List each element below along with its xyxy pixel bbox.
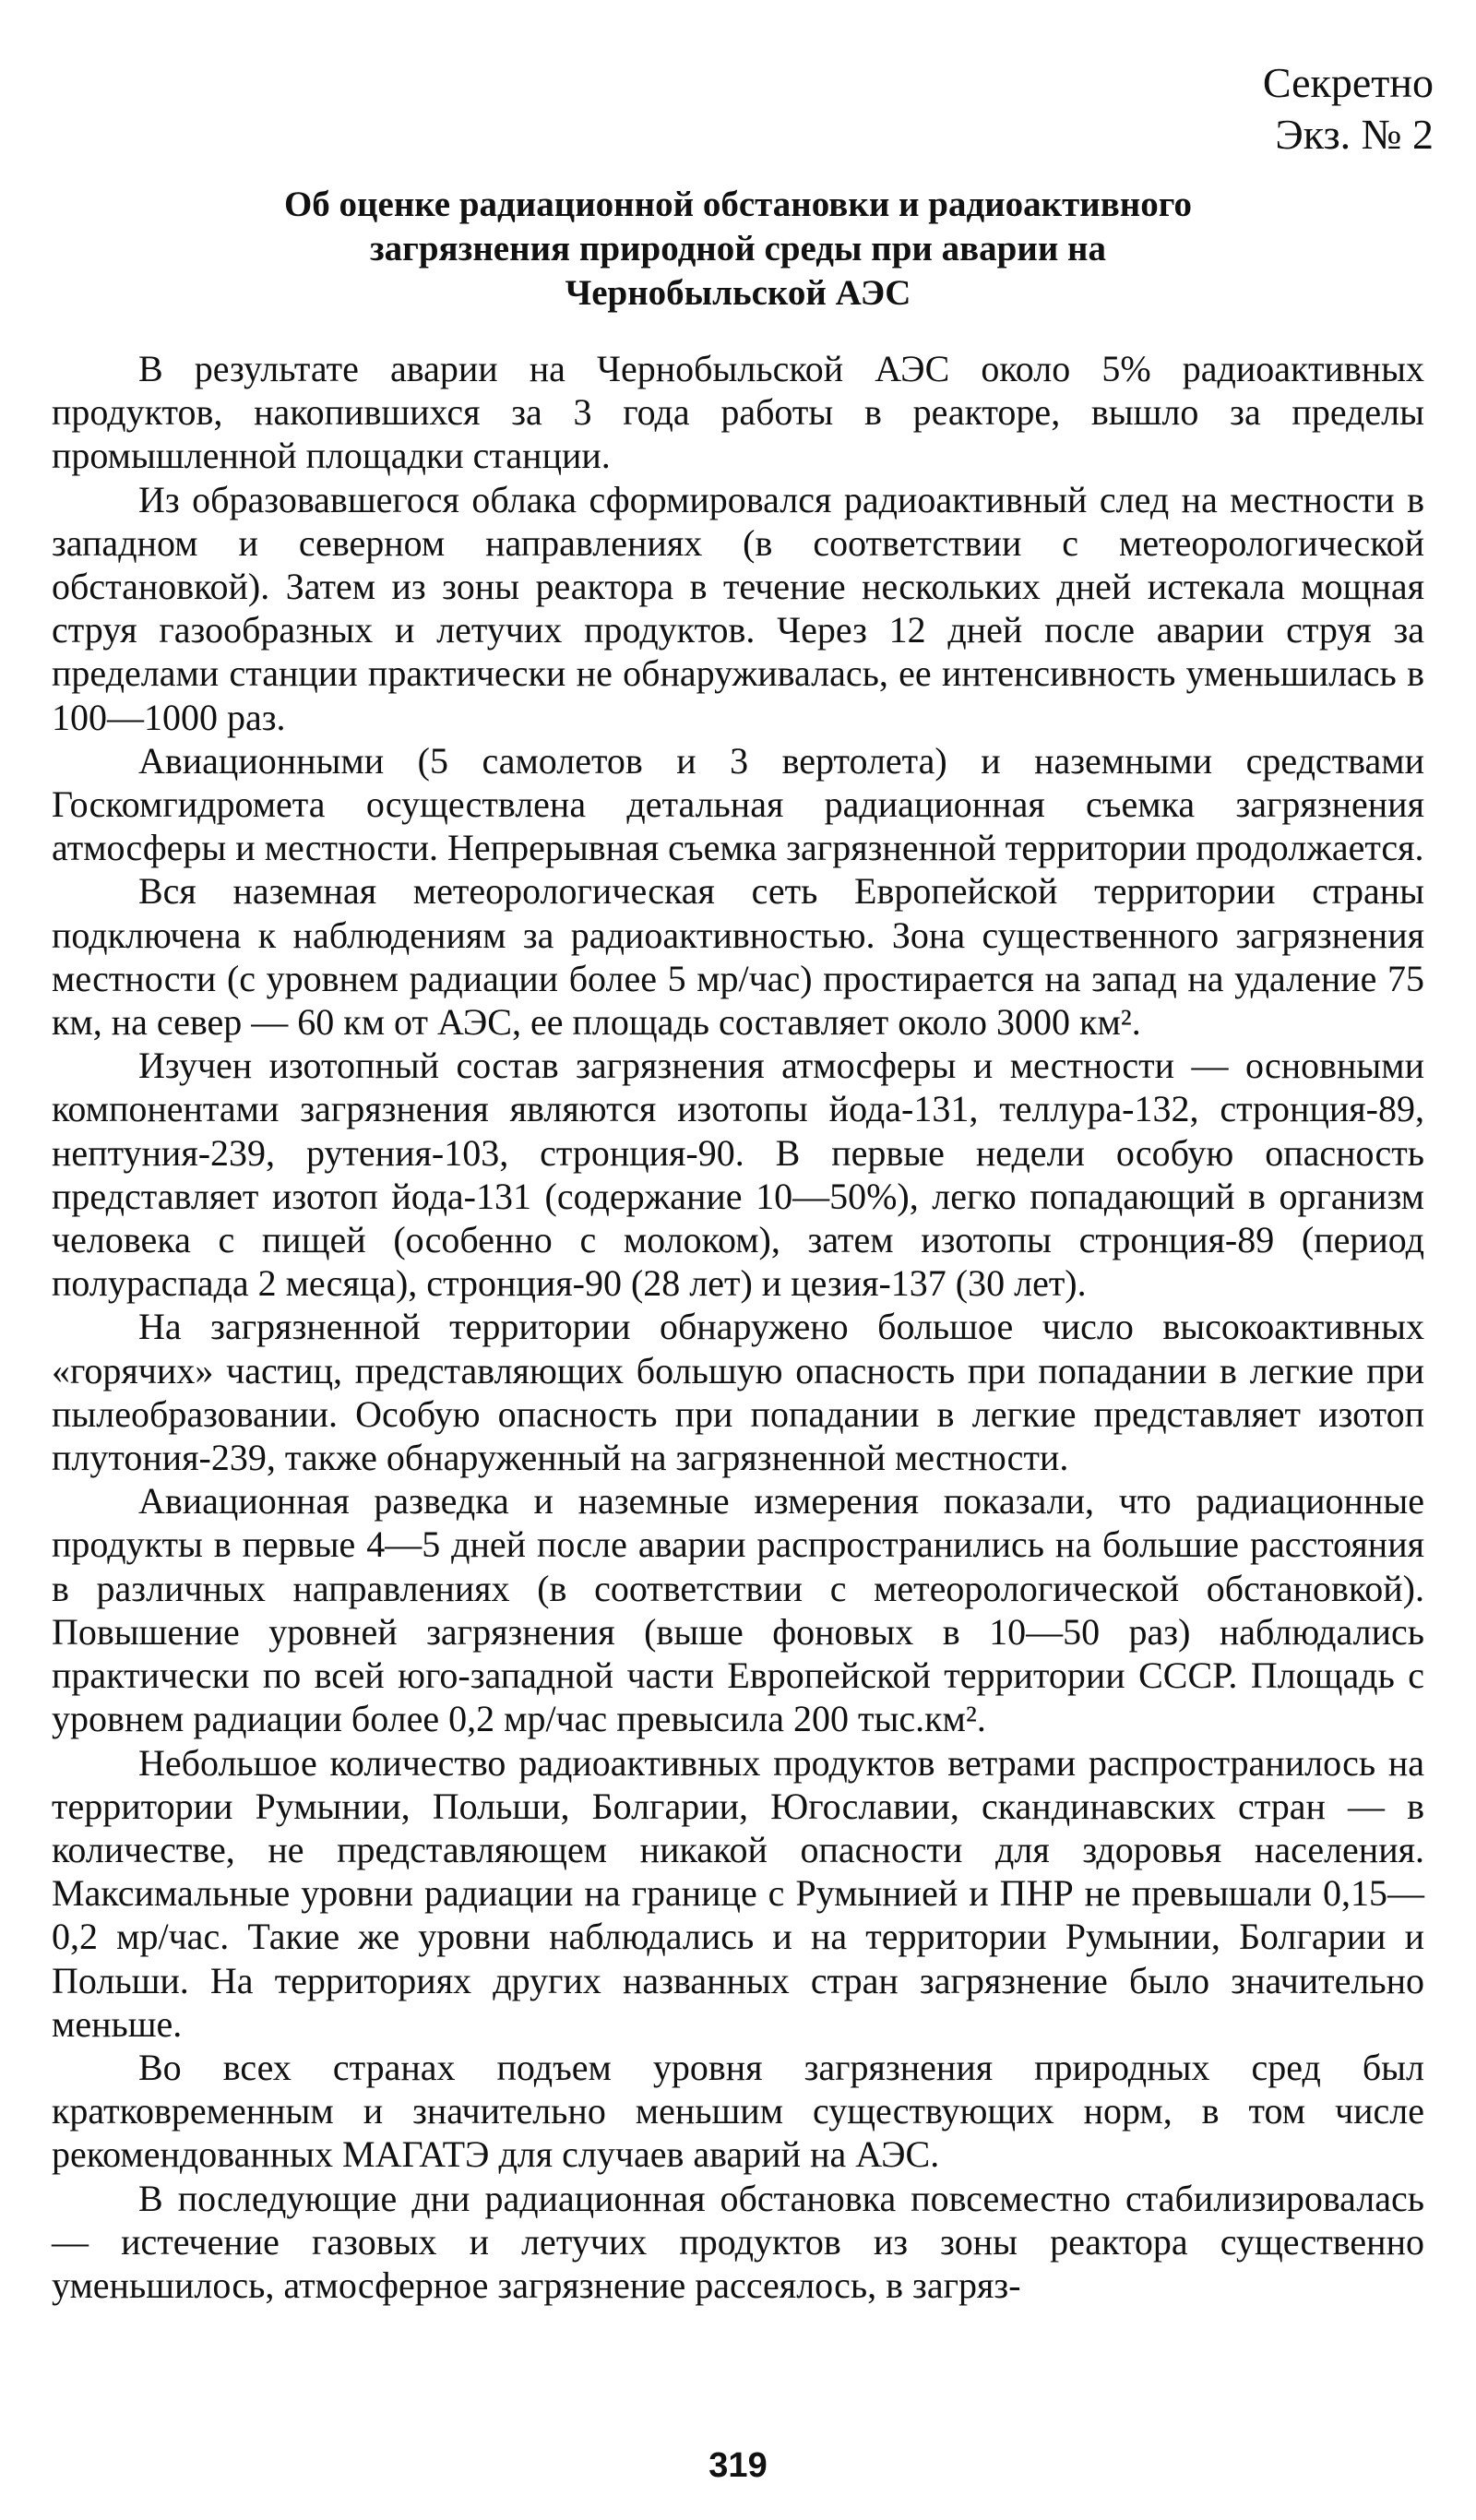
paragraph: На загрязненной территории обнаружено большое число высокоактивных «горячих» частиц, представляющих большую опасность при попадании в легкие при пылеобразовании. Особую опасность при попадании в легкие представляет изотоп плутония-239, также обнаруженный на загрязненной местности. xyxy=(52,1306,1424,1479)
copy-number: Экз. № 2 xyxy=(1275,111,1434,158)
paragraph: Вся наземная метеорологическая сеть Европейской территории страны подключена к наблюдениям за радиоактивностью. Зона существенного загрязнения местности (с уровнем радиации более 5 мр/час) простирается на запад на удаление 75 км, на север — 60 км от АЭС, ее площадь составляет около 3000 км². xyxy=(52,870,1424,1044)
title-line-2: загрязнения природной среды при аварии на xyxy=(369,229,1107,269)
paragraph: В последующие дни радиационная обстановка повсеместно стабилизировалась — истечение газовых и летучих продуктов из зоны реактора существенно уменьшилось, атмосферное загрязнение рассеялось, в загряз- xyxy=(52,2177,1424,2306)
paragraph: Во всех странах подъем уровня загрязнения природных сред был кратковременным и значительно меньшим существующих норм, в том числе рекомендованных МАГАТЭ для случаев аварий на АЭС. xyxy=(52,2046,1424,2176)
secrecy-label: Секретно xyxy=(1262,59,1434,106)
title-line-1: Об оценке радиационной обстановки и радиоактивного xyxy=(283,185,1193,224)
paragraph: Авиационными (5 самолетов и 3 вертолета) и наземными средствами Госкомгидромета осуществлена детальная радиационная съемка загрязнения атмосферы и местности. Непрерывная съемка загрязненной территории продолжается. xyxy=(52,739,1424,869)
paragraph: Авиационная разведка и наземные измерения показали, что радиационные продукты в первые 4—5 дней после аварии распространились на большие расстояния в различных направлениях (в соответствии с метеорологической обстановкой). Повышение уровней загрязнения (выше фоновых в 10—50 раз) наблюдались практически по всей юго-западной части Европейской территории СССР. Площадь с уровнем радиации более 0,2 мр/час превысила 200 тыс.км². xyxy=(52,1480,1424,1740)
paragraph: Небольшое количество радиоактивных продуктов ветрами распространилось на территории Румынии, Польши, Болгарии, Югославии, скандинавских стран — в количестве, не представляющем никакой опасности для здоровья населения. Максимальные уровни радиации на границе с Румынией и ПНР не превышали 0,15—0,2 мр/час. Такие же уровни наблюдались и на территории Румынии, Болгарии и Польши. На территориях других названных стран загрязнение было значительно меньше. xyxy=(52,1741,1424,2045)
paragraph: Изучен изотопный состав загрязнения атмосферы и местности — основными компонентами загрязнения являются изотопы йода-131, теллура-132, стронция-89, нептуния-239, рутения-103, стронция-90. В первые недели особую опасность представляет изотоп йода-131 (содержание 10—50%), легко попадающий в организм человека с пищей (особенно с молоком), затем изотопы стронция-89 (период полураспада 2 месяца), стронция-90 (28 лет) и цезия-137 (30 лет). xyxy=(52,1045,1424,1305)
page-number: 319 xyxy=(708,2446,768,2485)
paragraph: В результате аварии на Чернобыльской АЭС около 5% радиоактивных продуктов, накопившихся за 3 года работы в реакторе, вышло за пределы промышленной площадки станции. xyxy=(52,348,1424,477)
document-title xyxy=(184,183,1292,316)
document-body xyxy=(52,347,1424,2307)
classification-stamp xyxy=(1263,57,1434,161)
paragraph: Из образовавшегося облака сформировался радиоактивный след на местности в западном и северном направлениях (в соответствии с метеорологической обстановкой). Затем из зоны реактора в течение нескольких дней истекала мощная струя газообразных и летучих продуктов. Через 12 дней после аварии струя за пределами станции практически не обнаруживалась, ее интенсивность уменьшилась в 100—1000 раз. xyxy=(52,478,1424,738)
title-line-3: Чернобыльской АЭС xyxy=(565,273,911,313)
